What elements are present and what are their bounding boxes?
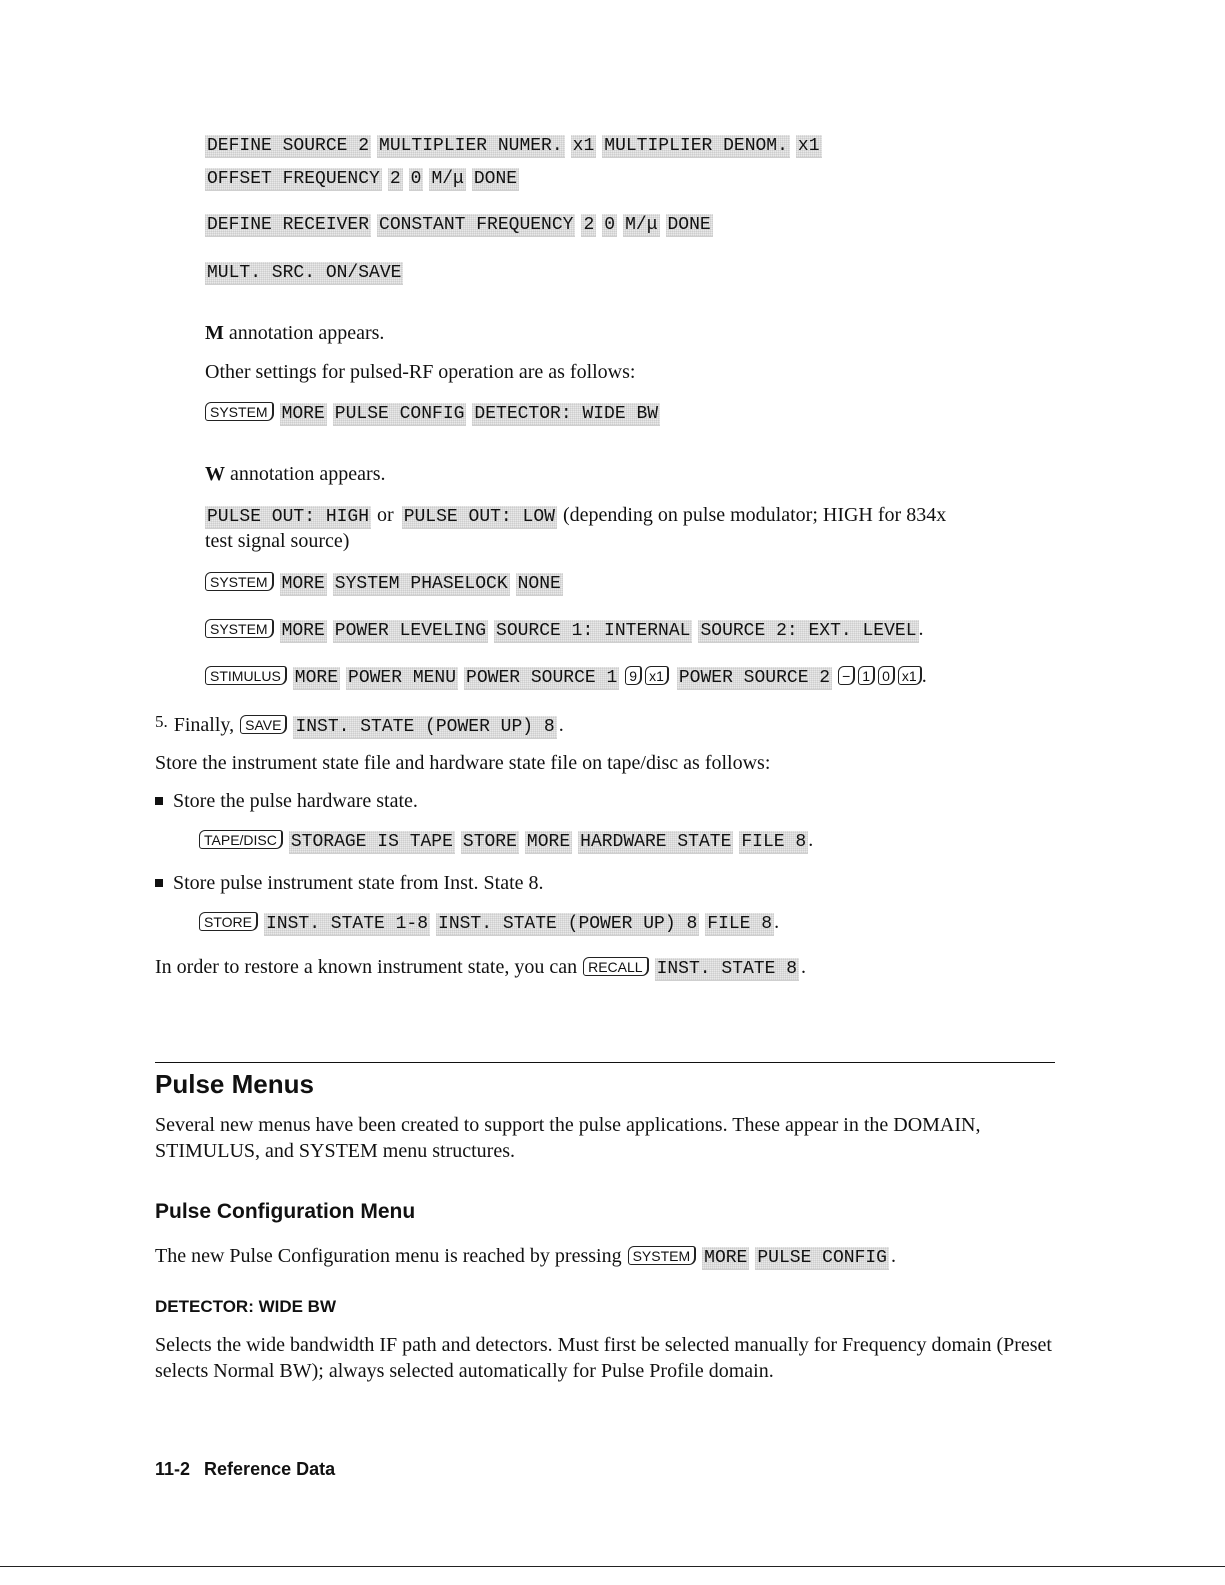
detector-heading: DETECTOR: WIDE BW <box>155 1297 337 1316</box>
softkey-none[interactable]: NONE <box>517 574 561 594</box>
hardkey-system[interactable]: SYSTEM <box>205 402 274 421</box>
detector-description: Selects the wide bandwidth IF path and detectors. Must first be selected manually for Frequency domain (Preset selects Normal BW); always selected automatically for Pulse Profile domain. <box>155 1334 1052 1382</box>
step-line-pulse-out <box>205 502 946 530</box>
step-line-detector <box>205 399 666 427</box>
softkey-done[interactable]: DONE <box>473 169 518 189</box>
softkey-multiplier-numer[interactable]: MULTIPLIER NUMER. <box>379 136 563 156</box>
softkey-power-menu[interactable]: POWER MENU <box>348 668 457 688</box>
softkey-0[interactable]: 0 <box>604 215 616 235</box>
softkey-more[interactable]: MORE <box>526 832 571 852</box>
softkey-hardware-state[interactable]: HARDWARE STATE <box>580 832 732 852</box>
softkey-store[interactable]: STORE <box>462 832 517 852</box>
hardkey-1[interactable]: 1 <box>858 666 875 685</box>
hardkey-x1[interactable]: x1 <box>898 666 922 685</box>
section-title: Pulse Menus <box>155 1069 314 1099</box>
softkey-more[interactable]: MORE <box>294 668 339 688</box>
body-text: Other settings for pulsed-RF operation are as follows: <box>205 361 636 383</box>
hardkey-system[interactable]: SYSTEM <box>205 619 274 638</box>
softkey-more[interactable]: MORE <box>281 621 325 641</box>
step-line-offset-frequency <box>205 164 525 192</box>
softkey-power-source-1[interactable]: POWER SOURCE 1 <box>466 668 618 688</box>
hardkey-stimulus[interactable]: STIMULUS <box>205 666 287 685</box>
annotation-text: annotation appears. <box>223 322 385 344</box>
softkey-done[interactable]: DONE <box>667 215 711 235</box>
hardkey-save[interactable]: SAVE <box>240 715 287 734</box>
period: . <box>921 665 927 687</box>
softkey-x1[interactable]: x1 <box>572 136 595 156</box>
softkey-inst-state-8[interactable]: INST. STATE 8 <box>656 959 798 979</box>
softkey-detector-wide-bw[interactable]: DETECTOR: WIDE BW <box>474 404 659 424</box>
step-5-line <box>155 709 564 740</box>
softkey-more[interactable]: MORE <box>281 404 325 424</box>
softkey-pulse-config[interactable]: PULSE CONFIG <box>334 404 465 424</box>
page-number: 11-2 <box>155 1459 191 1479</box>
pulse-out-note: (depending on pulse modulator; HIGH for 834x <box>562 504 947 526</box>
period: . <box>801 956 807 978</box>
annotation-w-text <box>205 461 386 487</box>
softkey-more[interactable]: MORE <box>704 1248 748 1268</box>
softkey-constant-frequency[interactable]: CONSTANT FREQUENCY <box>379 215 574 235</box>
softkey-more[interactable]: MORE <box>281 574 325 594</box>
softkey-file-8[interactable]: FILE 8 <box>707 914 773 934</box>
page-footer <box>155 1458 335 1480</box>
other-settings-text <box>205 359 635 385</box>
softkey-0[interactable]: 0 <box>410 169 422 189</box>
step-line-mult-src <box>205 258 409 286</box>
step-line-power-leveling <box>205 616 924 644</box>
softkey-x1[interactable]: x1 <box>797 136 820 156</box>
step-line-tape-disc <box>199 827 813 855</box>
softkey-2[interactable]: 2 <box>389 169 401 189</box>
softkey-power-source-2[interactable]: POWER SOURCE 2 <box>678 668 831 688</box>
step-line-power-menu <box>205 663 927 691</box>
softkey-file-8[interactable]: FILE 8 <box>741 832 807 852</box>
softkey-m-mu[interactable]: M/μ <box>625 215 658 235</box>
bullet-store-hardware <box>155 788 418 814</box>
period: . <box>774 911 780 933</box>
step-line-phaselock <box>205 569 569 597</box>
hardkey-recall[interactable]: RECALL <box>583 957 648 976</box>
softkey-inst-state-1-8[interactable]: INST. STATE 1-8 <box>265 914 429 934</box>
store-instruction <box>155 750 770 776</box>
softkey-inst-state-power-up-8[interactable]: INST. STATE (POWER UP) 8 <box>295 717 555 737</box>
restore-line <box>155 954 806 982</box>
bullet-icon <box>155 797 163 805</box>
softkey-offset-frequency[interactable]: OFFSET FREQUENCY <box>207 169 380 189</box>
step-number: 5. <box>155 712 168 731</box>
bullet-text: Store pulse instrument state from Inst. State 8. <box>173 872 544 894</box>
softkey-source-2-ext-level[interactable]: SOURCE 2: EXT. LEVEL <box>700 621 917 641</box>
softkey-pulse-out-high[interactable]: PULSE OUT: HIGH <box>207 507 370 527</box>
restore-text: In order to restore a known instrument state, you can <box>155 956 578 978</box>
hardkey-9[interactable]: 9 <box>625 666 642 685</box>
softkey-storage-is-tape[interactable]: STORAGE IS TAPE <box>290 832 453 852</box>
step-line-define-source <box>205 131 828 159</box>
bottom-edge <box>0 1566 1225 1567</box>
period: . <box>558 714 564 736</box>
annotation-m-text <box>205 320 384 346</box>
period: . <box>890 1245 896 1267</box>
text-finally: Finally, <box>173 714 235 736</box>
section-intro: Several new menus have been created to support the pulse applications. These appear in the DOMAIN, STIMULUS, and SYSTEM menu structures. <box>155 1114 981 1162</box>
annotation-text: annotation appears. <box>225 463 386 485</box>
hardkey-minus[interactable]: − <box>838 666 855 685</box>
hardkey-tape-disc[interactable]: TAPE/DISC <box>199 830 283 849</box>
period: . <box>808 829 814 851</box>
softkey-pulse-out-low[interactable]: PULSE OUT: LOW <box>403 507 555 527</box>
bullet-store-instrument <box>155 870 544 896</box>
pulse-out-note-cont <box>205 528 349 554</box>
pulse-config-line <box>155 1243 896 1271</box>
chapter-title: Reference Data <box>204 1459 336 1479</box>
bullet-text: Store the pulse hardware state. <box>173 790 418 812</box>
hardkey-system[interactable]: SYSTEM <box>205 572 274 591</box>
bullet-icon <box>155 879 163 887</box>
softkey-source-1-internal[interactable]: SOURCE 1: INTERNAL <box>496 621 691 641</box>
softkey-pulse-config[interactable]: PULSE CONFIG <box>757 1248 887 1268</box>
section-divider <box>155 1062 1055 1063</box>
hardkey-system[interactable]: SYSTEM <box>628 1246 697 1265</box>
body-text: test signal source) <box>205 530 350 552</box>
body-text: Store the instrument state file and hardware state file on tape/disc as follows: <box>155 752 771 774</box>
softkey-multiplier-denom[interactable]: MULTIPLIER DENOM. <box>604 136 788 156</box>
softkey-define-source-2[interactable]: DEFINE SOURCE 2 <box>207 136 370 156</box>
step-line-define-receiver <box>205 210 719 238</box>
softkey-m-mu[interactable]: M/μ <box>431 169 464 189</box>
pulse-config-text: The new Pulse Configuration menu is reached by pressing <box>155 1245 622 1267</box>
hardkey-x1[interactable]: x1 <box>645 666 669 685</box>
annotation-m: M <box>205 322 224 344</box>
text-or: or <box>377 504 394 526</box>
softkey-system-phaselock[interactable]: SYSTEM PHASELOCK <box>334 574 508 594</box>
subsection-title: Pulse Configuration Menu <box>155 1200 416 1223</box>
hardkey-store[interactable]: STORE <box>199 912 258 931</box>
hardkey-0[interactable]: 0 <box>878 666 895 685</box>
softkey-inst-state-power-up-8[interactable]: INST. STATE (POWER UP) 8 <box>438 914 698 934</box>
softkey-define-receiver[interactable]: DEFINE RECEIVER <box>207 215 370 235</box>
period: . <box>918 618 924 640</box>
step-line-store <box>199 909 779 937</box>
softkey-2[interactable]: 2 <box>583 215 595 235</box>
softkey-power-leveling[interactable]: POWER LEVELING <box>334 621 487 641</box>
softkey-mult-src-on-save[interactable]: MULT. SRC. ON/SAVE <box>207 263 402 283</box>
annotation-w: W <box>205 463 225 485</box>
